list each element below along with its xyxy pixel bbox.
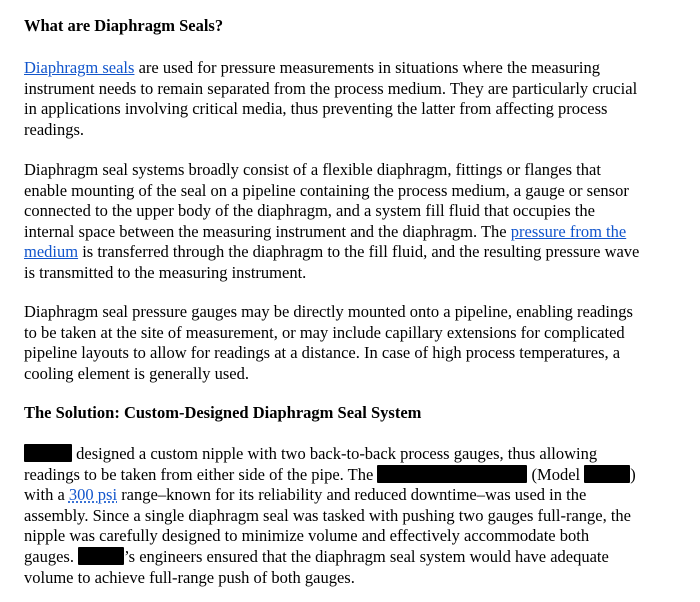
text-segment: ’s engineers ensured that the diaphragm seal system would have adequate (124, 546, 609, 566)
diaphragm-seals-link[interactable]: Diaphragm seals (24, 58, 135, 77)
text-line: is transmitted to the measuring instrument. (24, 262, 307, 282)
redacted-company-name (78, 547, 124, 565)
pressure-from-medium-link-continued[interactable]: medium (24, 242, 79, 262)
text-line: in applications involving critical media, thus preventing the latter from affecting process (24, 99, 608, 119)
text-line (24, 465, 684, 486)
text-line: Diaphragm seal systems broadly consist of a flexible diaphragm, fittings or flanges that (24, 160, 601, 179)
text-line (24, 485, 684, 506)
text-line: cooling element is generally used. (24, 363, 249, 383)
text-line: assembly. Since a single diaphragm seal was tasked with pushing two gauges full-range, the (24, 505, 631, 525)
paragraph-solution (24, 444, 684, 588)
text-line (24, 242, 684, 263)
text-segment: ) (630, 464, 636, 484)
text-segment: readings to be taken from either side of the pipe. The (24, 464, 378, 484)
text-line: instrument needs to remain separated from the process medium. They are particularly crucial (24, 78, 638, 98)
text-segment: designed a custom nipple with two back-to-back process gauges, thus allowing (72, 444, 598, 463)
section-heading-diaphragm-seals: What are Diaphragm Seals? (24, 16, 224, 35)
text-segment: gauges. (24, 546, 79, 566)
text-line: nipple was carefully designed to minimize volume and effectively accommodate both (24, 526, 590, 546)
text-line: enable mounting of the seal on a pipeline containing the process medium, a gauge or sensor (24, 180, 629, 200)
text-segment: (Model (527, 464, 585, 484)
paragraph-intro (24, 58, 684, 140)
text-line (24, 444, 684, 465)
text-segment: with a (24, 485, 69, 505)
text-segment: are used for pressure measurements in situations where the measuring (134, 58, 600, 77)
redacted-company-name (24, 444, 72, 462)
text-line: readings. (24, 119, 85, 139)
300-psi-link[interactable]: 300 psi (68, 485, 118, 505)
section-heading-solution: The Solution: Custom-Designed Diaphragm Seal System (24, 403, 422, 422)
text-line (24, 222, 684, 243)
paragraph-gauge-mounting (24, 302, 684, 384)
text-line: connected to the upper body of the diaphragm, and a system fill fluid that occupies the (24, 201, 595, 221)
text-segment: internal space between the measuring instrument and the diaphragm. The (24, 221, 511, 241)
paragraph-system-components (24, 160, 684, 284)
text-line: to be taken at the site of measurement, or may include capillary extensions for complicated (24, 322, 625, 342)
text-line: Diaphragm seal pressure gauges may be directly mounted onto a pipeline, enabling readings (24, 302, 633, 321)
text-segment: is transferred through the diaphragm to the fill fluid, and the resulting pressure wave (78, 242, 640, 262)
text-segment: range–known for its reliability and reduced downtime–was used in the (117, 485, 587, 505)
pressure-from-medium-link[interactable]: pressure from the (510, 221, 627, 241)
text-line: volume to achieve full-range push of both gauges. (24, 567, 355, 587)
text-line (24, 547, 684, 568)
redacted-model-number (584, 465, 630, 483)
redacted-product-name (377, 465, 527, 483)
text-line: pipeline layouts to allow for readings at a distance. In case of high process temperatures, a (24, 343, 621, 363)
text-line (24, 58, 684, 79)
